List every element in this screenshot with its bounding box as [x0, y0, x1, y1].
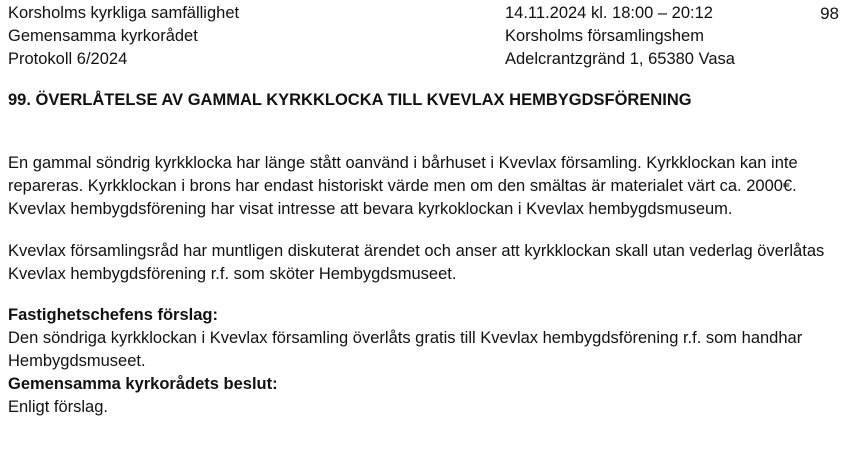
proposal-heading: Fastighetschefens förslag:: [8, 306, 218, 324]
protocol-number: Protokoll 6/2024: [8, 50, 128, 68]
section-title: 99. ÖVERLÅTELSE AV GAMMAL KYRKKLOCKA TILL KVEVLAX HEMBYGDSFÖRENING: [8, 91, 692, 109]
decision-heading: Gemensamma kyrkorådets beslut:: [8, 375, 278, 393]
organization-name: Korsholms kyrkliga samfällighet: [8, 4, 240, 22]
proposal-and-decision: [8, 304, 848, 419]
paragraph-background: [8, 152, 848, 221]
proposal-line: Hembygdsmuseet.: [8, 352, 146, 370]
header-left: [8, 2, 239, 71]
board-name: Gemensamma kyrkorådet: [8, 27, 198, 45]
proposal-line: Den söndriga kyrkklockan i Kvevlax församling överlåts gratis till Kvevlax hembygdsförening r.f. som handhar: [8, 329, 803, 347]
paragraph-council-view: [8, 240, 848, 286]
page-number: 98: [820, 4, 839, 23]
decision-text: Enligt förslag.: [8, 398, 108, 416]
meeting-datetime: 14.11.2024 kl. 18:00 – 20:12: [505, 4, 713, 22]
paragraph-line: Kvevlax hembygdsförening har visat intresse att bevara kyrkoklockan i Kvevlax hembygdsmuseum.: [8, 200, 733, 218]
meeting-address: Adelcrantzgränd 1, 65380 Vasa: [505, 50, 735, 68]
paragraph-line: Kvevlax hembygdsförening r.f. som sköter Hembygdsmuseet.: [8, 265, 457, 283]
header-right: [505, 2, 735, 71]
meeting-venue: Korsholms församlingshem: [505, 27, 704, 45]
paragraph-line: repareras. Kyrkklockan i brons har endast historiskt värde men om den smältas är materialet värt ca. 2000€.: [8, 177, 797, 195]
paragraph-line: Kvevlax församlingsråd har muntligen diskuterat ärendet och anser att kyrkklockan skall utan vederlag överlåtas: [8, 242, 825, 260]
paragraph-line: En gammal söndrig kyrkklocka har länge stått oanvänd i bårhuset i Kvevlax församling. Kyrkklockan kan inte: [8, 154, 798, 172]
